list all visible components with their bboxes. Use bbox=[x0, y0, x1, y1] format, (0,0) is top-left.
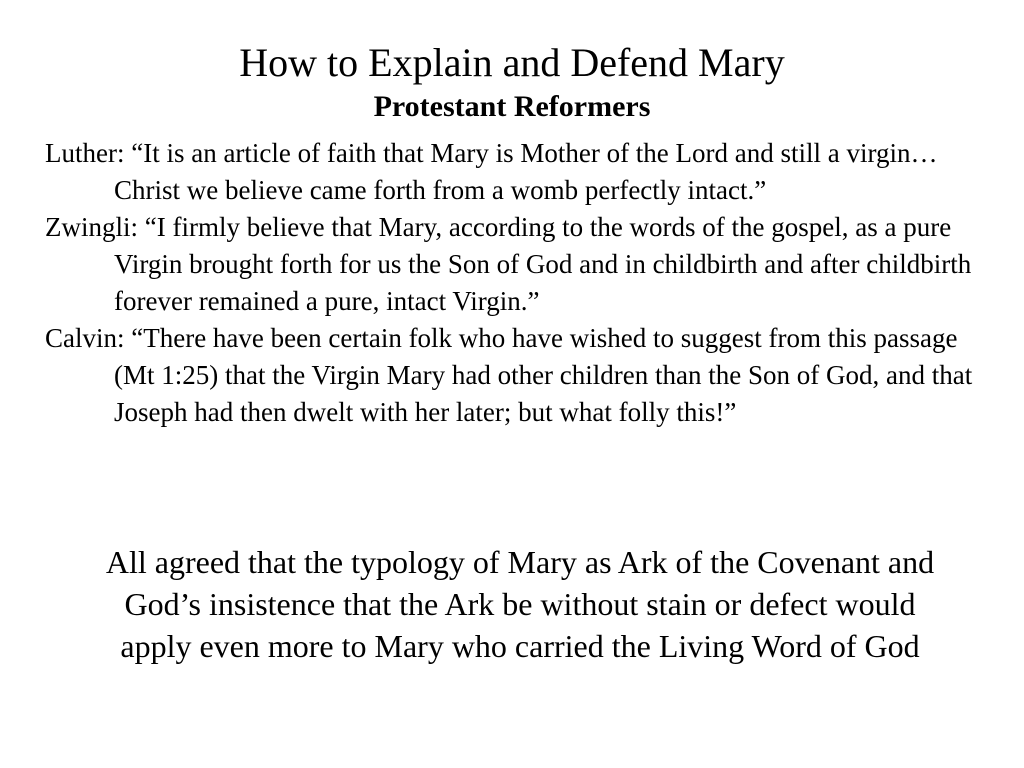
slide-subtitle: Protestant Reformers bbox=[373, 90, 651, 123]
quote-luther: Luther: “It is an article of faith that Mary is Mother of the Lord and still a virgin…Christ we believe came forth from a womb perfectly intact.” bbox=[45, 138, 938, 205]
quote-zwingli: Zwingli: “I firmly believe that Mary, according to the words of the gospel, as a pure Virgin brought forth for us the Son of God and in childbirth and after childbirth forever remained a pure, intact Virgin.” bbox=[45, 212, 972, 316]
summary-text: All agreed that the typology of Mary as Ark of the Covenant and God’s insistence that the Ark be without stain or defect would apply even more to Mary who carried the Living Word of God bbox=[105, 544, 935, 664]
quote-calvin: Calvin: “There have been certain folk who have wished to suggest from this passage (Mt 1:25) that the Virgin Mary had other children than the Son of God, and that Joseph had then dwelt with her later; but what folly this!” bbox=[45, 323, 973, 427]
quote-list bbox=[45, 135, 985, 431]
slide-title: How to Explain and Defend Mary bbox=[239, 40, 785, 85]
